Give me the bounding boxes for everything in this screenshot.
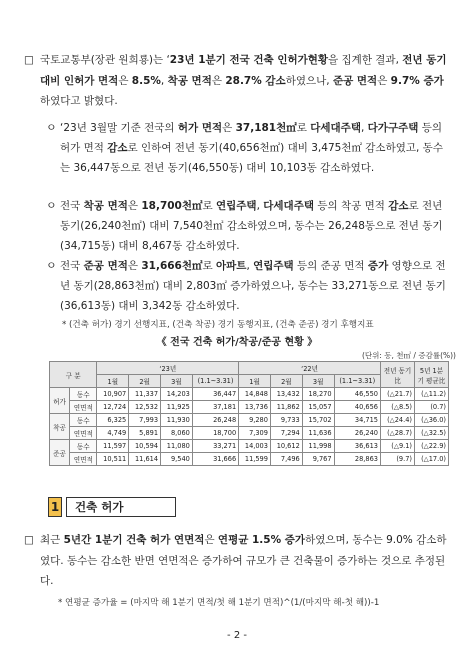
table-cell: 9,767 (302, 453, 334, 466)
stats-table (49, 361, 449, 466)
table-cell: 15,702 (302, 414, 334, 427)
bold-text-segment: 다가구주택 (367, 122, 419, 134)
text-segment: 로 (296, 122, 311, 134)
header-feb-23: 2월 (129, 375, 161, 388)
text-segment: 은 (118, 74, 132, 87)
table-cell: 15,057 (302, 401, 334, 414)
table-cell: 11,998 (302, 440, 334, 453)
circle-bullet-icon: ㅇ (46, 121, 57, 134)
header-5yr-avg: 5년 1분기 평균比 (415, 362, 449, 388)
permit-paragraph-text (40, 534, 447, 587)
table-cell: 11,599 (239, 453, 271, 466)
text-segment: 하였으나, (285, 74, 333, 87)
table-cell: 12,532 (129, 401, 161, 414)
table-cell: 10,511 (97, 453, 129, 466)
table-cell: (△9.1) (381, 440, 415, 453)
circle-bullet-icon: ㅇ (46, 259, 57, 272)
table-cell: 18,700 (192, 427, 238, 440)
row-label: 연면적 (70, 453, 97, 466)
table-cell: 13,432 (270, 388, 302, 401)
intro-paragraph (24, 50, 450, 112)
text-segment: , (256, 200, 264, 212)
table-cell: 11,930 (161, 414, 193, 427)
text-segment: 국토교통부(장관 원희룡)는 ‘ (40, 54, 170, 66)
bold-text-segment: 다세대주택 (310, 122, 361, 134)
table-cell: 40,656 (334, 401, 380, 414)
text-segment: 전국 (60, 260, 84, 272)
table-cell: (△21.7) (381, 388, 415, 401)
row-label: 동수 (70, 388, 97, 401)
bold-text-segment: 23년 1분기 전국 건축 인허가현황 (169, 54, 329, 66)
permit-paragraph (24, 530, 450, 592)
text-segment: 로 (202, 260, 216, 272)
intro-text (40, 54, 447, 107)
bullet-completion-text (60, 260, 446, 312)
header-q1-22: (1.1~3.31) (334, 375, 380, 388)
text-segment: 하였으며, 동수는 9.0% 감소하였다. 동수는 감소한 반면 연면적은 증가하여 규모가 큰 건축물이 증가하는 것으로 추정된다. (40, 534, 447, 587)
table-cell: 10,612 (270, 440, 302, 453)
text-segment: 은 (211, 74, 226, 87)
bold-text-segment: 감소 (107, 142, 128, 154)
bold-text-segment: 다세대주택 (263, 200, 314, 212)
table-row (50, 427, 449, 440)
table-row (50, 401, 449, 414)
table-cell: 33,271 (192, 440, 238, 453)
table-cell: 34,715 (334, 414, 380, 427)
bold-text-segment: 증가 (367, 260, 389, 272)
header-2022: ‘22년 (239, 362, 381, 375)
bold-text-segment: 5년간 1분기 건축 허가 연면적 (63, 534, 205, 546)
table-cell: 46,550 (334, 388, 380, 401)
circle-bullet-icon: ㅇ (46, 199, 57, 212)
bold-text-segment: 착공 면적 (167, 74, 212, 87)
header-feb-22: 2월 (270, 375, 302, 388)
table-cell: 28,863 (334, 453, 380, 466)
table-cell: 7,309 (239, 427, 271, 440)
row-label: 연면적 (70, 427, 97, 440)
table-row (50, 388, 449, 401)
bold-text-segment: 아파트 (216, 260, 247, 272)
page-number: - 2 - (227, 630, 247, 641)
table-cell: 11,636 (302, 427, 334, 440)
table-cell: 14,003 (239, 440, 271, 453)
table-title: 《 전국 건축 허가/착공/준공 현황 》 (156, 337, 318, 348)
table-cell: 26,248 (192, 414, 238, 427)
text-segment: ‘23년 3월말 기준 전국의 (60, 122, 178, 134)
text-segment: 최근 (40, 534, 64, 546)
header-2023: ‘23년 (97, 362, 239, 375)
table-cell: 11,862 (270, 401, 302, 414)
row-label: 연면적 (70, 401, 97, 414)
row-category: 착공 (50, 414, 70, 440)
row-label: 동수 (70, 414, 97, 427)
table-cell: 12,724 (97, 401, 129, 414)
text-segment: 은 (127, 200, 142, 212)
stats-table-body (50, 388, 449, 466)
text-segment: 은 (222, 122, 236, 134)
text-segment: 은 (377, 74, 391, 87)
header-jan-22: 1월 (239, 375, 271, 388)
header-mar-23: 3월 (161, 375, 193, 388)
table-cell: 36,447 (192, 388, 238, 401)
formula-note: * 연평균 증가율 = (마지막 해 1분기 면적/첫 해 1분기 면적)^(1/(마지막 해-첫 해))-1 (58, 598, 380, 608)
indicator-note: * (건축 허가) 경기 선행지표, (건축 착공) 경기 동행지표, (건축 준공) 경기 후행지표 (62, 320, 374, 330)
table-cell: 14,203 (161, 388, 193, 401)
bold-text-segment: 허가 면적 (177, 122, 223, 134)
text-segment: 영향으로 전년 동기(28,863천㎡) 대비 2,803㎡ 증가하였으나, 동수는 33,271동으로 전년 동기(36,613동) 대비 3,342동 감소하였다. (60, 260, 446, 312)
square-bullet-icon: □ (24, 54, 34, 66)
table-cell: 26,240 (334, 427, 380, 440)
bold-text-segment: 28.7% 감소 (225, 74, 286, 87)
header-mar-22: 3월 (302, 375, 334, 388)
table-cell: 9,733 (270, 414, 302, 427)
table-cell: 8,060 (161, 427, 193, 440)
bullet-completion (46, 256, 452, 316)
table-cell: 10,594 (129, 440, 161, 453)
table-cell: (△17.0) (415, 453, 449, 466)
text-segment: , (360, 122, 368, 134)
bold-text-segment: 연립주택 (253, 260, 294, 272)
table-cell: (△36.0) (415, 414, 449, 427)
table-cell: 4,749 (97, 427, 129, 440)
bold-text-segment: 18,700천㎡ (141, 200, 203, 212)
table-cell: 13,736 (239, 401, 271, 414)
table-cell: (△28.7) (381, 427, 415, 440)
text-segment: 등의 허가 면적 (60, 122, 442, 154)
bold-text-segment: 준공 면적 (83, 260, 128, 272)
bullet-start (46, 196, 452, 256)
header-jan-23: 1월 (97, 375, 129, 388)
table-cell: 36,613 (334, 440, 380, 453)
square-bullet-icon: □ (24, 534, 34, 546)
table-cell: 9,540 (161, 453, 193, 466)
section-number: 1 (48, 497, 62, 517)
table-cell: 7,993 (129, 414, 161, 427)
bullet-start-text (60, 200, 443, 252)
table-cell: 9,280 (239, 414, 271, 427)
table-cell: (9.7) (381, 453, 415, 466)
table-row (50, 414, 449, 427)
bold-text-segment: 준공 면적 (332, 74, 378, 87)
table-cell: (△11.2) (415, 388, 449, 401)
bold-text-segment: 31,666천㎡ (141, 260, 203, 272)
table-cell: (△32.5) (415, 427, 449, 440)
table-cell: (△8.5) (381, 401, 415, 414)
bold-text-segment: 37,181천㎡ (235, 122, 297, 134)
bold-text-segment: 전년 동기 대비 인허가 면적 (40, 54, 447, 87)
table-cell: 7,294 (270, 427, 302, 440)
header-category: 구 분 (50, 362, 97, 388)
text-segment: 전국 (60, 200, 84, 212)
table-cell: 7,496 (270, 453, 302, 466)
bold-text-segment: 연평균 1.5% 증가 (217, 534, 306, 546)
row-category: 허가 (50, 388, 70, 414)
table-cell: 11,597 (97, 440, 129, 453)
text-segment: 등의 착공 면적 (313, 200, 389, 212)
bullet-permit-text (60, 122, 443, 174)
bold-text-segment: 8.5% (131, 74, 161, 87)
text-segment: 하였다고 밝혔다. (40, 95, 118, 107)
table-cell: (△24.4) (381, 414, 415, 427)
table-cell: 14,848 (239, 388, 271, 401)
table-unit: (단위: 동, 천㎡ / 증감률(%)) (361, 351, 456, 360)
table-cell: (0.7) (415, 401, 449, 414)
table-cell: 11,614 (129, 453, 161, 466)
table-cell: 11,080 (161, 440, 193, 453)
text-segment: , (246, 260, 254, 272)
header-prev-year: 전년 동기比 (381, 362, 415, 388)
text-segment: 로 (202, 200, 216, 212)
bold-text-segment: 연립주택 (216, 200, 257, 212)
table-cell: 11,925 (161, 401, 193, 414)
table-row (50, 440, 449, 453)
bold-text-segment: 9.7% 증가 (390, 74, 444, 87)
table-cell: 11,337 (129, 388, 161, 401)
section-header (34, 497, 454, 517)
bullet-permit (46, 118, 452, 178)
text-segment: 은 (204, 534, 218, 546)
table-cell: 10,907 (97, 388, 129, 401)
text-segment: 로 인하여 전년 동기(40,656천㎡) 대비 3,475천㎡ 감소하였고, 동수는 36,447동으로 전년 동기(46,550동) 대비 10,103동 감소하였다. (60, 142, 443, 174)
row-category: 준공 (50, 440, 70, 466)
row-label: 동수 (70, 440, 97, 453)
table-cell: 31,666 (192, 453, 238, 466)
table-cell: (△22.9) (415, 440, 449, 453)
table-cell: 6,325 (97, 414, 129, 427)
section-title: 건축 허가 (66, 497, 176, 517)
text-segment: , (160, 74, 168, 87)
text-segment: 은 (127, 260, 142, 272)
header-q1-23: (1.1~3.31) (192, 375, 238, 388)
table-cell: 5,891 (129, 427, 161, 440)
bold-text-segment: 착공 면적 (83, 200, 128, 212)
text-segment: 등의 준공 면적 (293, 260, 368, 272)
bold-text-segment: 감소 (388, 200, 409, 212)
table-row (50, 453, 449, 466)
text-segment: 로 전년 동기(26,240천㎡) 대비 7,540천㎡ 감소하였으며, 동수는 26,248동으로 전년 동기(34,715동) 대비 8,467동 감소하였다. (60, 200, 443, 252)
table-cell: 18,270 (302, 388, 334, 401)
table-cell: 37,181 (192, 401, 238, 414)
text-segment: 을 집계한 결과, (328, 54, 403, 66)
